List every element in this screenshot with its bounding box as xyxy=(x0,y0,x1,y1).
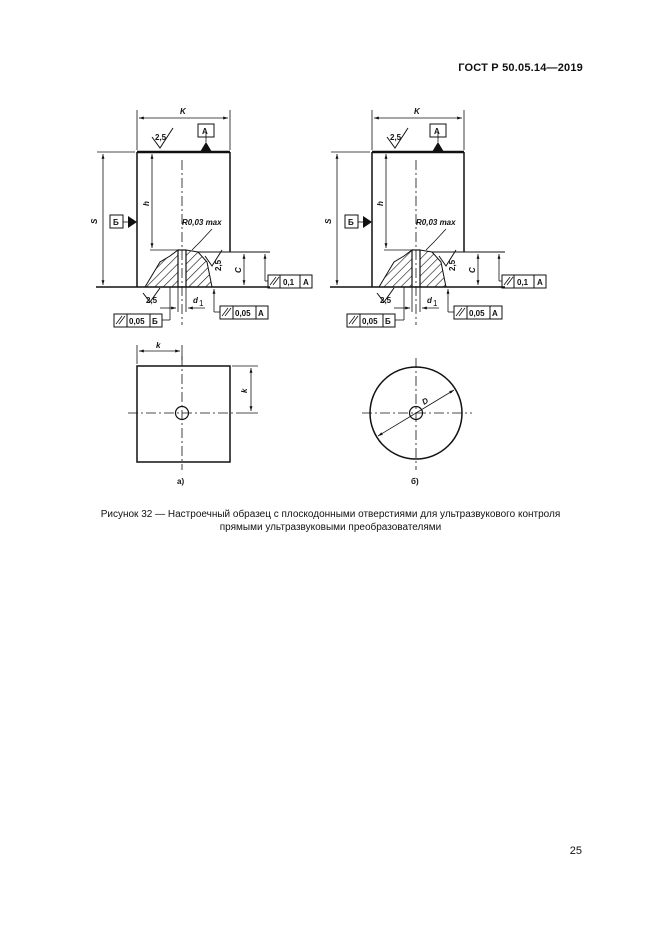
dim-h-left: h xyxy=(142,201,151,206)
plan-view-round xyxy=(362,358,472,470)
dim-k-plan: k xyxy=(156,341,161,350)
dim-d1-right: d xyxy=(427,296,432,305)
roughness-bottom-left: 2,5 xyxy=(146,296,158,305)
roughness-side-right: 2,5 xyxy=(448,259,457,271)
tol-c-right-value: 0,1 xyxy=(517,278,529,287)
datum-b-right: Б xyxy=(348,218,354,227)
roughness-bottom-right: 2,5 xyxy=(380,296,392,305)
figure-caption xyxy=(60,508,601,534)
plan-view-square xyxy=(128,345,258,470)
datum-b-left: Б xyxy=(113,218,119,227)
tol-b-left-datum: Б xyxy=(152,317,158,326)
datum-a-left: А xyxy=(202,127,208,136)
roughness-top-right: 2,5 xyxy=(390,133,402,142)
dim-k-left: K xyxy=(180,107,186,116)
caption-line-1: Рисунок 32 — Настроечный образец с плоскодонными отверстиями для ультразвукового контроля xyxy=(100,509,561,520)
dim-d1-sub-right: 1 xyxy=(433,299,438,308)
plan-view-round-labels xyxy=(411,396,430,486)
dim-h-right: h xyxy=(376,201,385,206)
tol-a-right-value: 0,05 xyxy=(469,309,485,318)
dim-d1-left: d xyxy=(193,296,198,305)
label-a: а) xyxy=(177,477,185,486)
dim-d1-sub-left: 1 xyxy=(199,299,204,308)
dim-c-right: C xyxy=(468,267,477,273)
tol-a-left-datum: А xyxy=(258,309,264,318)
tol-c-left-value: 0,1 xyxy=(283,278,295,287)
tol-b-right-value: 0,05 xyxy=(362,317,378,326)
dim-c-left: C xyxy=(234,267,243,273)
page-number: 25 xyxy=(569,845,582,857)
roughness-top-left: 2,5 xyxy=(155,133,167,142)
document-header: ГОСТ Р 50.05.14—2019 xyxy=(458,62,583,74)
dim-s-left: S xyxy=(90,218,99,224)
label-b: б) xyxy=(411,477,419,486)
tol-b-right-datum: Б xyxy=(385,317,391,326)
radius-note-left: R0,03 max xyxy=(182,218,222,227)
dim-k-plan-vertical: k xyxy=(240,388,249,393)
tol-a-left-value: 0,05 xyxy=(235,309,251,318)
tol-a-right-datum: А xyxy=(492,309,498,318)
tol-b-left-value: 0,05 xyxy=(129,317,145,326)
plan-view-square-labels xyxy=(156,341,249,486)
section-view-right-labels xyxy=(324,107,543,326)
dim-s-right: S xyxy=(324,218,333,224)
roughness-side-left: 2,5 xyxy=(214,259,223,271)
tol-c-right-datum: А xyxy=(537,278,543,287)
dim-d-round: D xyxy=(420,396,430,407)
datum-a-right: А xyxy=(434,127,440,136)
dim-k-right: K xyxy=(414,107,420,116)
radius-note-right: R0,03 max xyxy=(416,218,456,227)
caption-line-2: прямыми ультразвуковыми преобразователями xyxy=(219,522,442,533)
tol-c-left-datum: А xyxy=(303,278,309,287)
